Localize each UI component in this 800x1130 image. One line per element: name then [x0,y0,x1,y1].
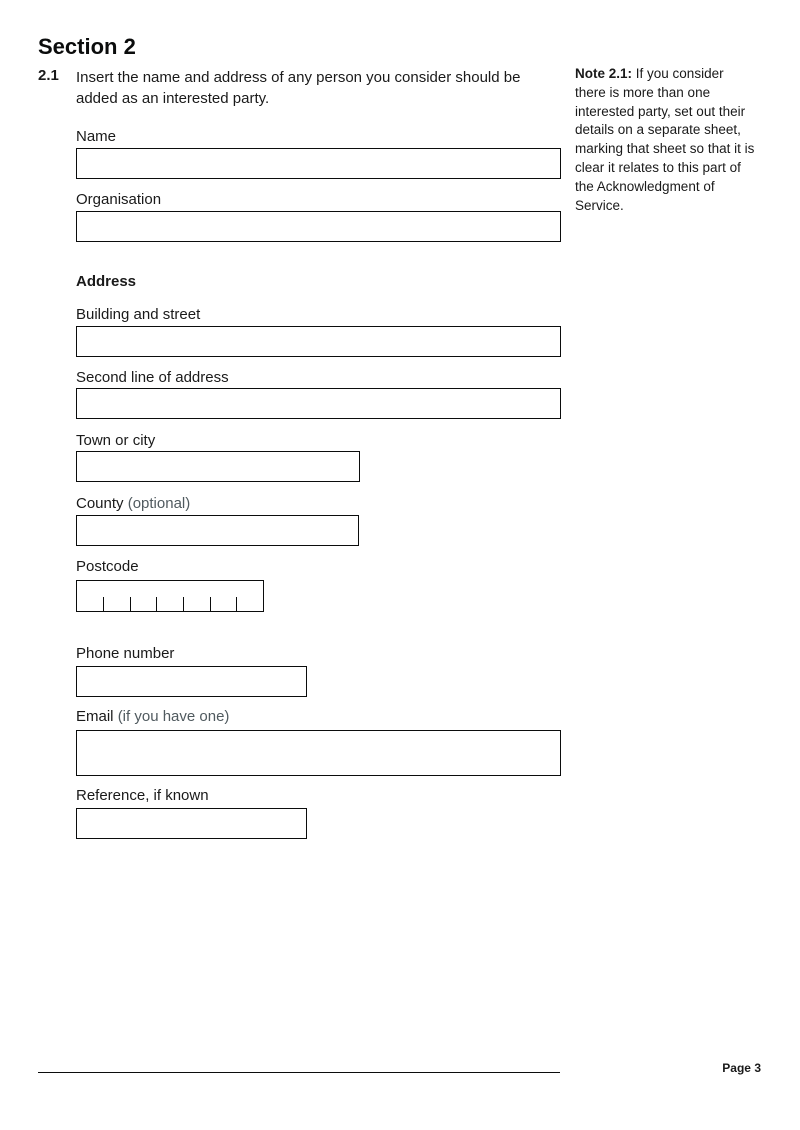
phone-label: Phone number [76,645,175,662]
postcode-divider [183,597,184,611]
side-note [575,65,755,215]
postcode-divider [156,597,157,611]
county-label-text: County [76,495,124,512]
postcode-label: Postcode [76,558,139,575]
footer-divider [38,1072,560,1073]
postcode-input[interactable] [76,580,264,612]
second-line-label: Second line of address [76,369,229,386]
organisation-input[interactable] [76,211,561,242]
postcode-divider [236,597,237,611]
postcode-divider [103,597,104,611]
question-number: 2.1 [38,67,59,84]
town-input[interactable] [76,451,360,482]
county-input[interactable] [76,515,359,546]
second-line-input[interactable] [76,388,561,419]
postcode-divider [210,597,211,611]
email-label [76,707,229,727]
question-text: Insert the name and address of any person you consider should be added as an interested party. [76,69,521,107]
building-label: Building and street [76,306,201,323]
town-label: Town or city [76,432,156,449]
county-hint: (optional) [127,495,191,512]
phone-input[interactable] [76,666,307,697]
address-heading: Address [76,273,137,290]
note-label: Note 2.1: [575,66,633,81]
email-hint: (if you have one) [117,708,230,725]
organisation-label: Organisation [76,191,162,208]
reference-label: Reference, if known [76,787,209,804]
section-title: Section 2 [38,34,136,59]
note-text: If you consider there is more than one interested party, set out their details on a separate sheet, marking that sheet so that it is clear it relates to this part of the Acknowledgment of Service. [575,66,755,213]
postcode-divider [130,597,131,611]
building-street-input[interactable] [76,326,561,357]
reference-input[interactable] [76,808,307,839]
name-input[interactable] [76,148,561,179]
email-label-text: Email [76,708,114,725]
name-label: Name [76,128,117,145]
email-input[interactable] [76,730,561,776]
county-label [76,494,190,514]
page-number: Page 3 [722,1061,761,1075]
